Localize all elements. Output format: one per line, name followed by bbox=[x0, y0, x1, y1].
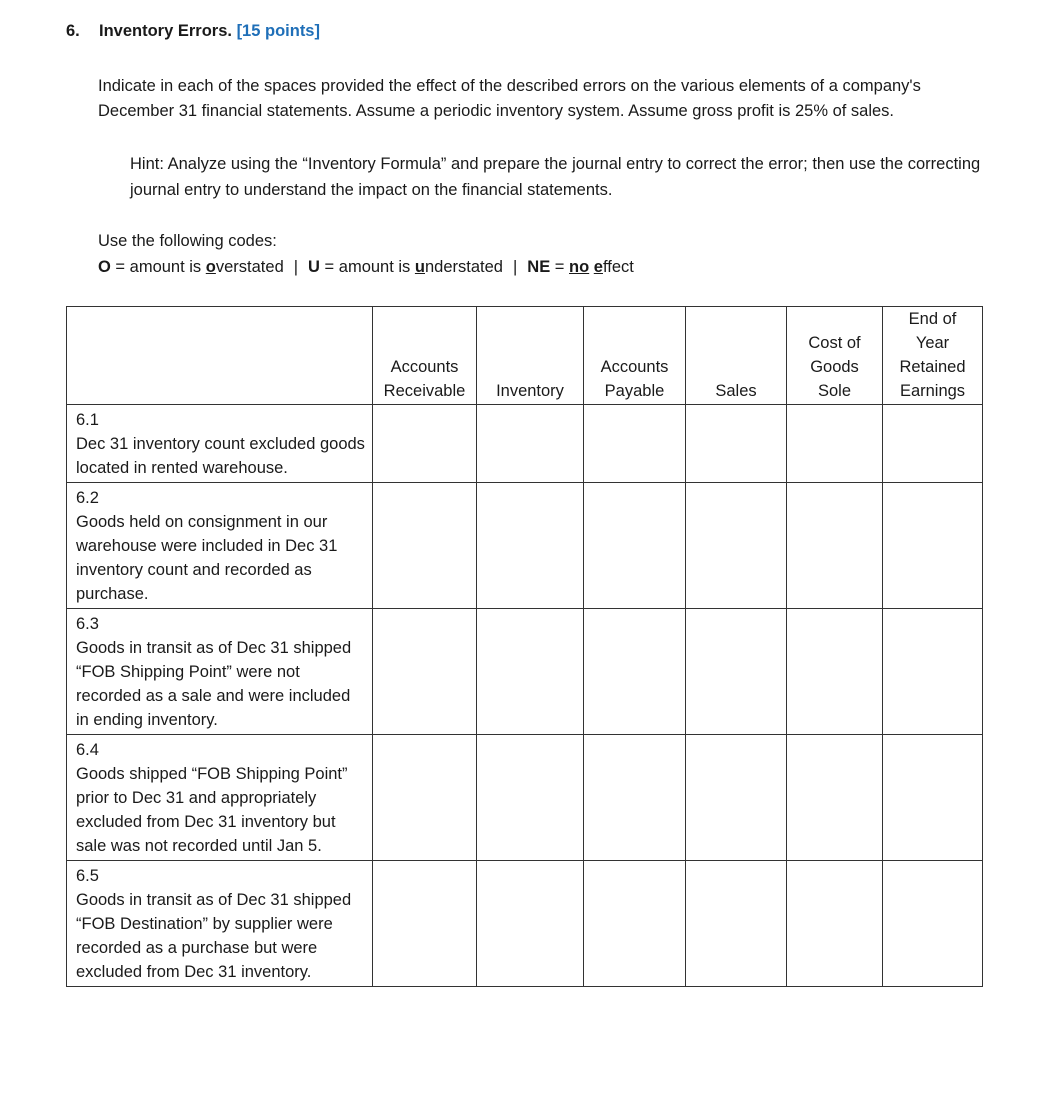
header-inventory: Inventory bbox=[477, 307, 584, 405]
answer-cell[interactable] bbox=[584, 483, 686, 609]
header-retained-earnings: End of Year Retained Earnings bbox=[883, 307, 983, 405]
answer-cell[interactable] bbox=[584, 735, 686, 861]
row-description: 6.1 Dec 31 inventory count excluded goods located in rented warehouse. bbox=[67, 405, 373, 483]
row-description: 6.4 Goods shipped “FOB Shipping Point” prior to Dec 31 and appropriately excluded from Dec 31 inventory but sale was not recorded until Jan 5. bbox=[67, 735, 373, 861]
instructions: Indicate in each of the spaces provided the effect of the described errors on the various elements of a company's December 31 financial statements. Assume a periodic inventory system. Assume gross profit is 25% of sales. bbox=[98, 77, 921, 120]
answer-cell[interactable] bbox=[373, 405, 477, 483]
header-cost-of-goods-sold: Cost of Goods Sole bbox=[787, 307, 883, 405]
code-no-effect: NE = no effect bbox=[527, 258, 634, 276]
answer-cell[interactable] bbox=[787, 861, 883, 987]
answer-cell[interactable] bbox=[787, 735, 883, 861]
codes-label: Use the following codes: bbox=[98, 232, 277, 250]
answer-cell[interactable] bbox=[373, 735, 477, 861]
answer-cell[interactable] bbox=[883, 483, 983, 609]
header-description bbox=[67, 307, 373, 405]
answer-cell[interactable] bbox=[686, 861, 787, 987]
answer-table bbox=[66, 306, 983, 987]
answer-cell[interactable] bbox=[787, 405, 883, 483]
code-understated: U = amount is understated bbox=[308, 258, 503, 276]
answer-cell[interactable] bbox=[686, 405, 787, 483]
header-accounts-payable: Accounts Payable bbox=[584, 307, 686, 405]
answer-cell[interactable] bbox=[883, 861, 983, 987]
answer-cell[interactable] bbox=[584, 405, 686, 483]
header-sales: Sales bbox=[686, 307, 787, 405]
table-row bbox=[67, 405, 983, 483]
question-title: Inventory Errors. bbox=[99, 22, 232, 40]
code-overstated: O = amount is overstated bbox=[98, 258, 284, 276]
answer-cell[interactable] bbox=[477, 483, 584, 609]
table-row bbox=[67, 735, 983, 861]
answer-cell[interactable] bbox=[787, 483, 883, 609]
answer-cell[interactable] bbox=[883, 405, 983, 483]
answer-cell[interactable] bbox=[477, 861, 584, 987]
answer-cell[interactable] bbox=[373, 609, 477, 735]
separator: | bbox=[293, 258, 299, 276]
answer-cell[interactable] bbox=[373, 861, 477, 987]
question-number: 6. bbox=[66, 22, 80, 40]
answer-cell[interactable] bbox=[373, 483, 477, 609]
separator: | bbox=[512, 258, 518, 276]
answer-cell[interactable] bbox=[584, 609, 686, 735]
answer-cell[interactable] bbox=[883, 735, 983, 861]
answer-cell[interactable] bbox=[686, 735, 787, 861]
answer-cell[interactable] bbox=[686, 609, 787, 735]
table-row bbox=[67, 609, 983, 735]
row-description: 6.3 Goods in transit as of Dec 31 shipped “FOB Shipping Point” were not recorded as a sale and were included in ending inventory. bbox=[67, 609, 373, 735]
hint: Hint: Analyze using the “Inventory Formula” and prepare the journal entry to correct the error; then use the correcting journal entry to understand the impact on the financial statements. bbox=[130, 155, 981, 199]
table-row bbox=[67, 861, 983, 987]
table-row bbox=[67, 483, 983, 609]
answer-cell[interactable] bbox=[477, 735, 584, 861]
answer-cell[interactable] bbox=[477, 609, 584, 735]
codes-legend bbox=[98, 255, 634, 279]
header-accounts-receivable: Accounts Receivable bbox=[373, 307, 477, 405]
answer-cell[interactable] bbox=[584, 861, 686, 987]
answer-cell[interactable] bbox=[883, 609, 983, 735]
table-header-row bbox=[67, 307, 983, 405]
answer-cell[interactable] bbox=[477, 405, 584, 483]
answer-cell[interactable] bbox=[787, 609, 883, 735]
question-points: [15 points] bbox=[236, 22, 320, 40]
answer-cell[interactable] bbox=[686, 483, 787, 609]
row-description: 6.5 Goods in transit as of Dec 31 shipped “FOB Destination” by supplier were recorded as a purchase but were excluded from Dec 31 inventory. bbox=[67, 861, 373, 987]
question-heading bbox=[66, 22, 320, 41]
row-description: 6.2 Goods held on consignment in our warehouse were included in Dec 31 inventory count and recorded as purchase. bbox=[67, 483, 373, 609]
